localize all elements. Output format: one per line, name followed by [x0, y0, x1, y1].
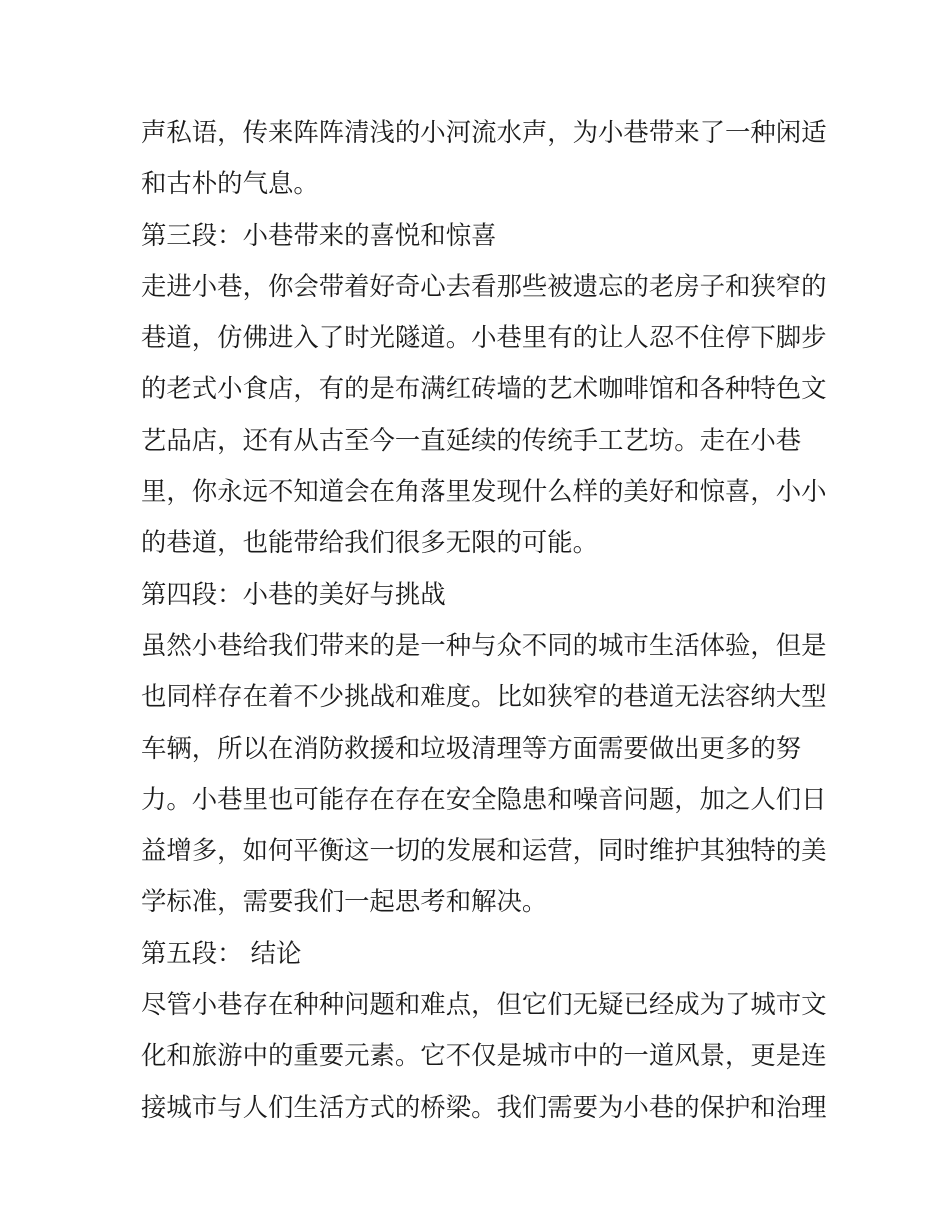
- paragraph-line: 也同样存在着不少挑战和难度。比如狭窄的巷道无法容纳大型: [141, 681, 827, 712]
- paragraph-line: 里，你永远不知道会在角落里发现什么样的美好和惊喜，小小: [141, 476, 827, 507]
- paragraph-line: 走进小巷，你会带着好奇心去看那些被遗忘的老房子和狭窄的: [141, 270, 827, 301]
- paragraph-line: 的老式小食店，有的是布满红砖墙的艺术咖啡馆和各种特色文: [141, 373, 827, 404]
- paragraph-line: 巷道，仿佛进入了时光隧道。小巷里有的让人忍不住停下脚步: [141, 322, 827, 353]
- section-heading-5: 第五段： 结论: [141, 937, 302, 968]
- paragraph-line: 虽然小巷给我们带来的是一种与众不同的城市生活体验，但是: [141, 629, 827, 660]
- paragraph-line: 学标准，需要我们一起思考和解决。: [141, 886, 548, 917]
- paragraph-line: 和古朴的气息。: [141, 168, 319, 199]
- paragraph-line: 接城市与人们生活方式的桥梁。我们需要为小巷的保护和治理: [141, 1091, 827, 1122]
- section-heading-4: 第四段：小巷的美好与挑战: [141, 578, 446, 609]
- paragraph-line: 化和旅游中的重要元素。它不仅是城市中的一道风景，更是连: [141, 1040, 827, 1071]
- paragraph-line: 益增多，如何平衡这一切的发展和运营，同时维护其独特的美: [141, 835, 827, 866]
- document-body: [141, 107, 827, 1133]
- paragraph-line: 的巷道，也能带给我们很多无限的可能。: [141, 527, 599, 558]
- paragraph-line: 艺品店，还有从古至今一直延续的传统手工艺坊。走在小巷: [141, 424, 802, 455]
- section-heading-3: 第三段：小巷带来的喜悦和惊喜: [141, 219, 497, 250]
- paragraph-line: 力。小巷里也可能存在存在安全隐患和噪音问题，加之人们日: [141, 783, 827, 814]
- paragraph-line: 声私语，传来阵阵清浅的小河流水声，为小巷带来了一种闲适: [141, 117, 827, 147]
- paragraph-line: 车辆，所以在消防救援和垃圾清理等方面需要做出更多的努: [141, 732, 802, 763]
- paragraph-line: 尽管小巷存在种种问题和难点，但它们无疑已经成为了城市文: [141, 989, 827, 1020]
